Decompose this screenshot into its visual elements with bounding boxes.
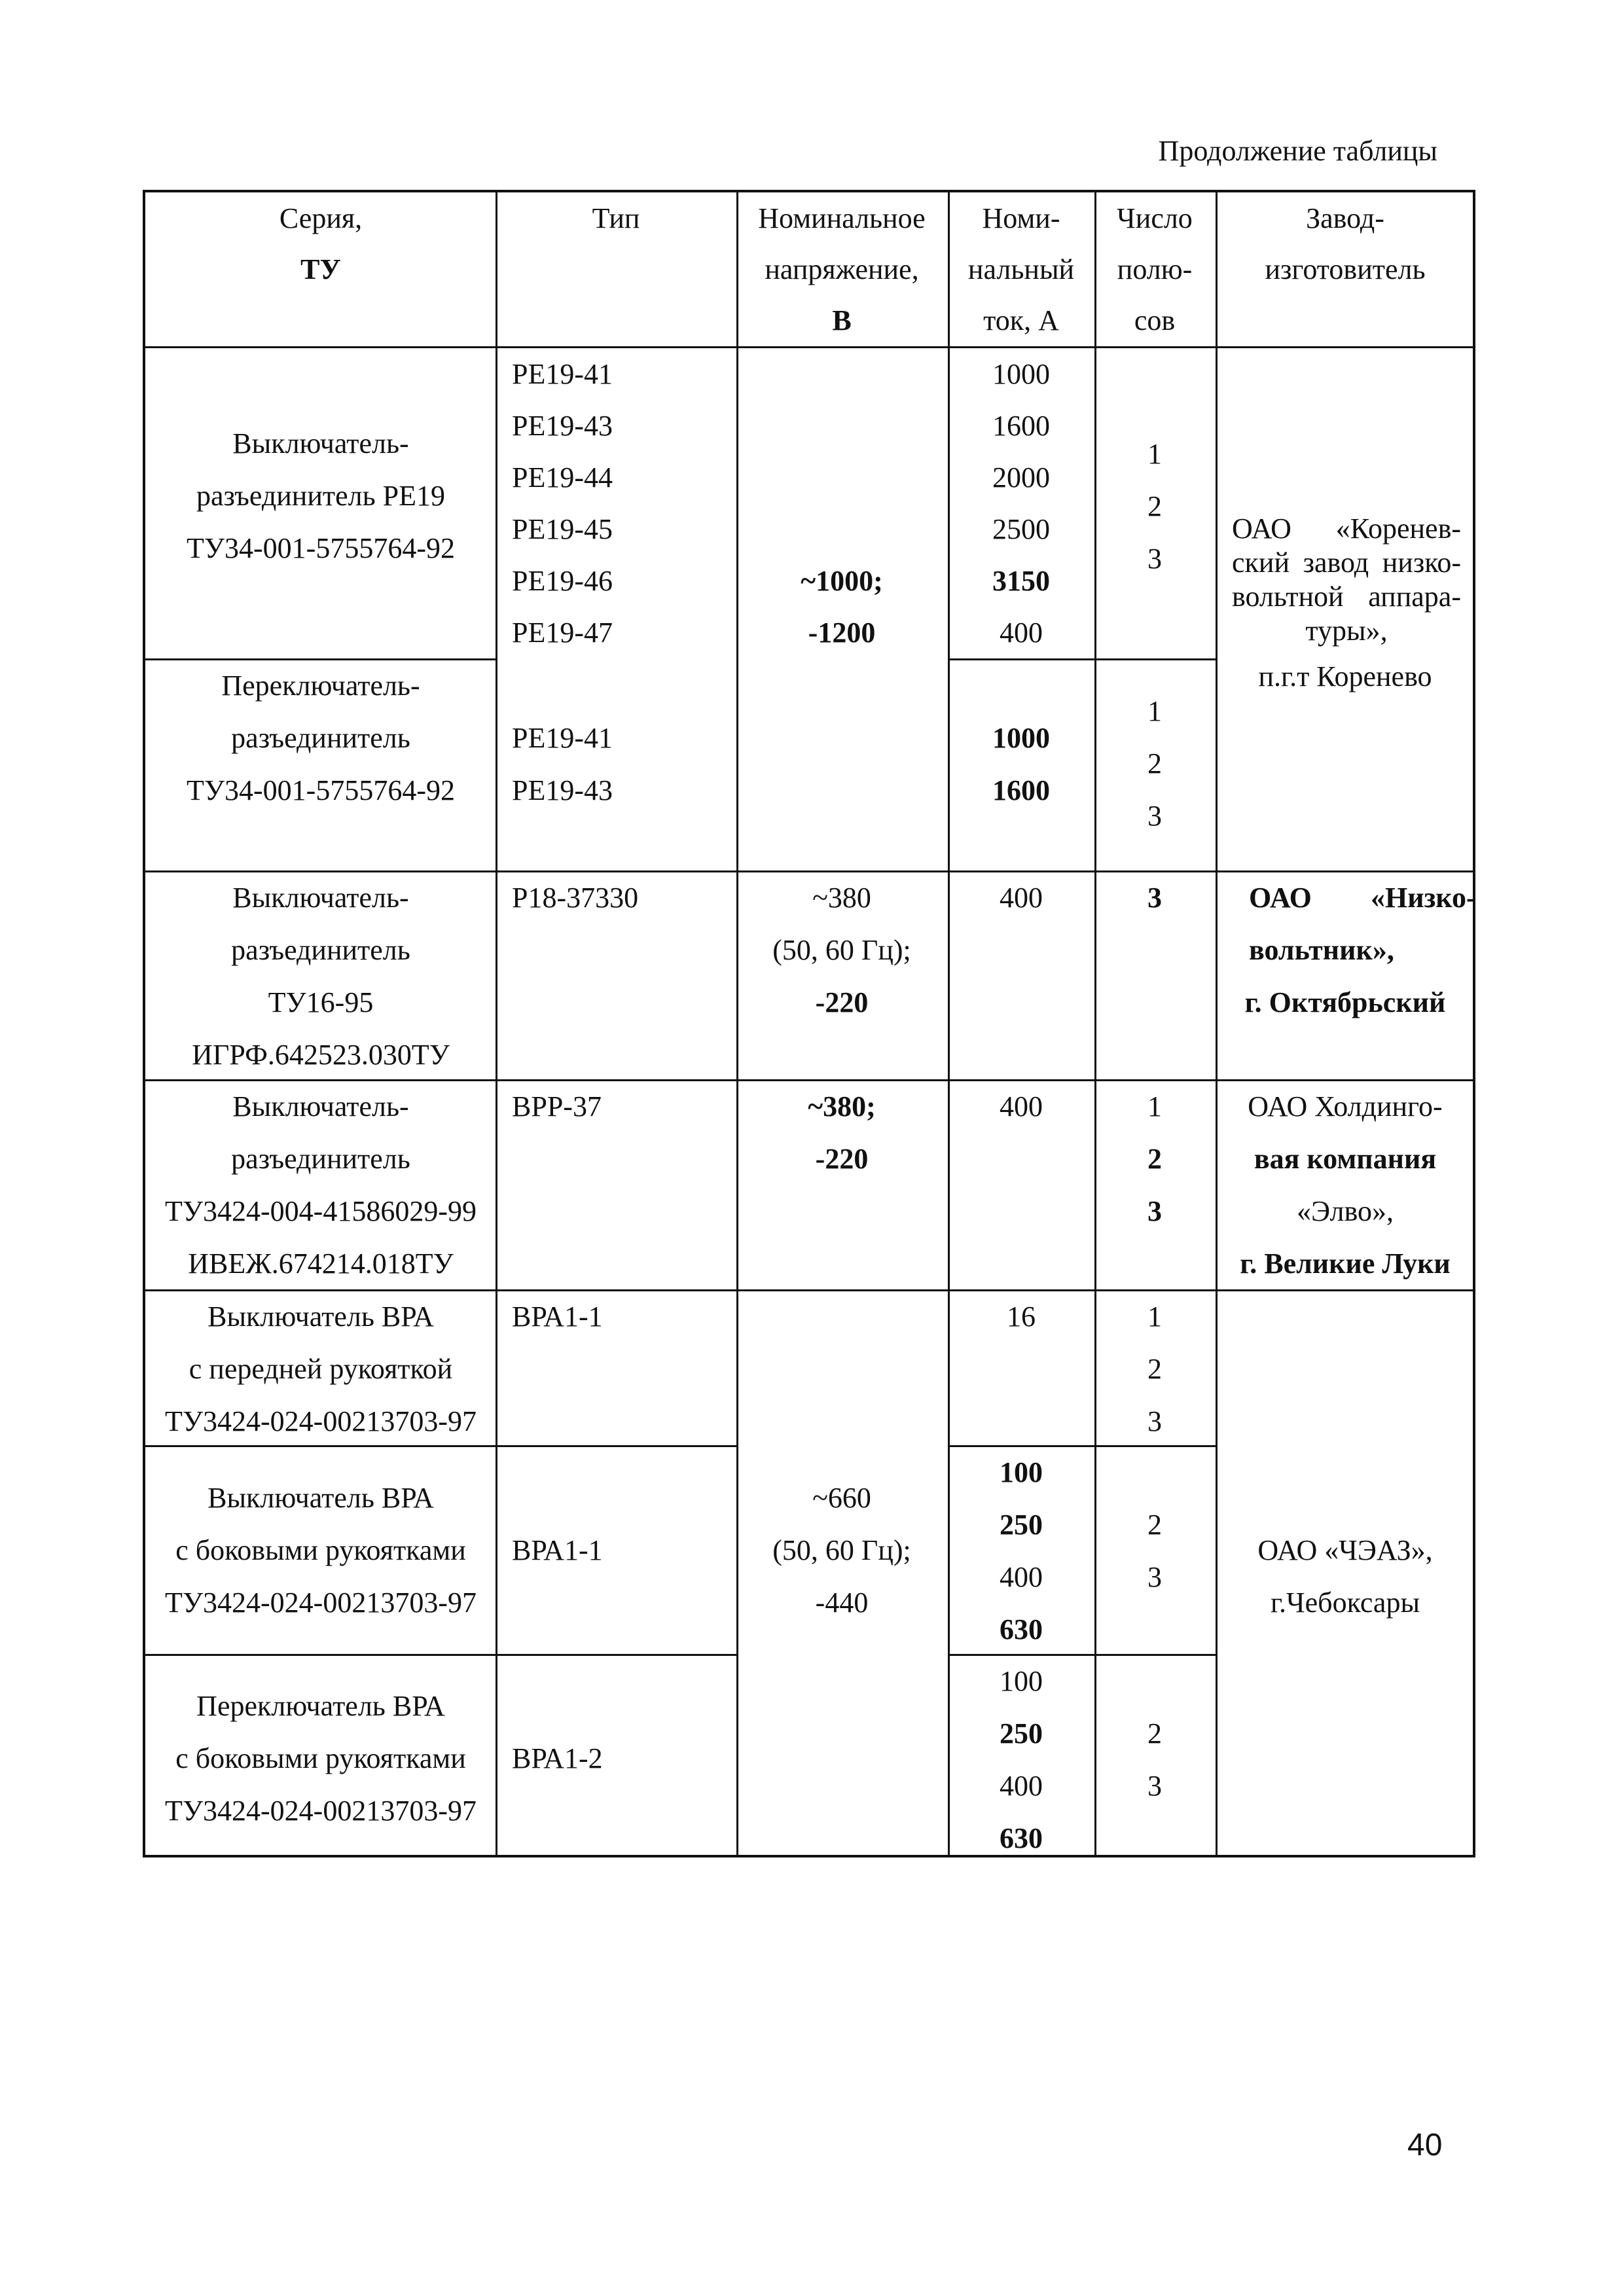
type-cell: РЕ19-41 (512, 358, 613, 390)
current-cell: 100 (1000, 1665, 1043, 1697)
header-text: Серия, (279, 202, 363, 234)
column-divider (736, 192, 738, 1855)
row-divider (145, 1654, 738, 1656)
voltage-cell: (50, 60 Гц); (772, 1534, 911, 1566)
header-text: напряжение, (765, 253, 919, 285)
poles-cell: 3 (1147, 882, 1162, 914)
type-cell: РЕ19-45 (512, 513, 613, 545)
header-text: сов (1134, 304, 1176, 336)
voltage-cell: -220 (815, 986, 869, 1018)
maker-text: ОАО «ЧЭАЗ», (1257, 1534, 1433, 1566)
row-divider (145, 346, 1473, 348)
type-cell: ВРА1-2 (512, 1742, 603, 1774)
current-cell: 1000 (992, 358, 1050, 390)
maker-text: ОАО Холдинго- (1248, 1090, 1443, 1122)
maker-text: г. Октябрьский (1244, 986, 1446, 1018)
current-cell: 2000 (992, 461, 1050, 493)
current-cell: 100 (1000, 1456, 1043, 1488)
current-cell: 630 (1000, 1613, 1043, 1645)
series-cell: ТУ3424-004-41586029-99 (165, 1195, 477, 1227)
maker-text: г. Великие Луки (1240, 1247, 1451, 1280)
switches-table (143, 190, 1475, 1857)
maker-text: «Низко- (1371, 882, 1476, 914)
row-divider (948, 1445, 1218, 1447)
series-cell: Выключатель ВРА (208, 1300, 434, 1333)
column-divider (948, 192, 950, 1855)
series-cell: Переключатель ВРА (196, 1690, 445, 1722)
type-cell: ВРА1-1 (512, 1534, 603, 1566)
maker-text: п.г.т Коренево (1258, 660, 1432, 692)
poles-cell: 2 (1147, 1509, 1162, 1541)
poles-cell: 2 (1147, 1353, 1162, 1385)
series-cell: с боковыми рукоятками (175, 1534, 466, 1566)
poles-cell: 2 (1147, 747, 1162, 780)
series-cell: ИГРФ.642523.030ТУ (192, 1039, 450, 1071)
maker-text: ОАО «Коренев-ский завод низко-вольтной аппара-туры», (1232, 512, 1461, 647)
current-cell: 250 (1000, 1717, 1043, 1749)
series-cell: разъединитель (231, 722, 410, 754)
row-divider (948, 1654, 1218, 1656)
voltage-cell: (50, 60 Гц); (772, 934, 911, 966)
current-cell: 400 (1000, 1090, 1043, 1122)
column-divider (496, 192, 497, 1855)
table-continuation-caption: Продолжение таблицы (1158, 135, 1437, 167)
poles-cell: 2 (1147, 1143, 1162, 1175)
current-cell: 400 (1000, 617, 1043, 649)
type-cell: ВРА1-1 (512, 1300, 603, 1333)
current-cell: 1600 (992, 774, 1050, 806)
header-text: ТУ (300, 253, 341, 285)
header-type: Тип (592, 202, 640, 234)
header-text: Завод- (1306, 202, 1384, 234)
poles-cell: 1 (1147, 1090, 1162, 1122)
poles-cell: 1 (1147, 438, 1162, 470)
series-cell: ТУ3424-024-00213703-97 (165, 1587, 477, 1619)
poles-cell: 3 (1147, 800, 1162, 832)
series-cell: ИВЕЖ.674214.018ТУ (188, 1247, 454, 1280)
voltage-cell: -1200 (808, 617, 876, 649)
column-divider (1094, 192, 1096, 1855)
voltage-cell: ~1000; (801, 565, 883, 597)
header-text: полю- (1117, 253, 1193, 285)
voltage-cell: -220 (815, 1143, 869, 1175)
series-cell: ТУ34-001-5755764-92 (187, 532, 455, 564)
series-cell: разъединитель (231, 1143, 410, 1175)
voltage-cell: ~660 (812, 1482, 871, 1514)
current-cell: 2500 (992, 513, 1050, 545)
maker-text: «Элво», (1297, 1195, 1394, 1227)
type-cell: РЕ19-46 (512, 565, 613, 597)
current-cell: 1000 (992, 722, 1050, 754)
poles-cell: 3 (1147, 1770, 1162, 1802)
type-cell: РЕ19-43 (512, 774, 613, 806)
current-cell: 3150 (992, 565, 1050, 597)
series-cell: Выключатель- (232, 427, 409, 459)
type-cell: РЕ19-41 (512, 722, 613, 754)
header-text: ток, А (983, 304, 1059, 336)
series-cell: Выключатель- (232, 882, 409, 914)
series-cell: ТУ34-001-5755764-92 (187, 774, 455, 806)
series-cell: с передней рукояткой (189, 1353, 453, 1385)
header-text: Номи- (982, 202, 1060, 234)
header-text: В (832, 304, 852, 336)
current-cell: 16 (1007, 1300, 1036, 1333)
current-cell: 250 (1000, 1509, 1043, 1541)
poles-cell: 3 (1147, 1195, 1162, 1227)
voltage-cell: ~380; (808, 1090, 876, 1122)
series-cell: с боковыми рукоятками (175, 1742, 466, 1774)
type-cell: Р18-37330 (512, 882, 639, 914)
type-cell: РЕ19-43 (512, 410, 613, 442)
column-divider (1216, 192, 1218, 1855)
type-cell: ВРР-37 (512, 1090, 602, 1122)
maker-text: г.Чебоксары (1270, 1587, 1420, 1619)
poles-cell: 2 (1147, 1717, 1162, 1749)
current-cell: 1600 (992, 410, 1050, 442)
series-cell: ТУ3424-024-00213703-97 (165, 1795, 477, 1827)
header-text: Номинальное (758, 202, 926, 234)
series-cell: Выключатель- (232, 1090, 409, 1122)
voltage-cell: -440 (815, 1587, 869, 1619)
voltage-cell: ~380 (812, 882, 871, 914)
maker-text: вольтник», (1249, 934, 1394, 966)
row-divider (948, 658, 1218, 660)
poles-cell: 3 (1147, 1405, 1162, 1437)
series-cell: ТУ3424-024-00213703-97 (165, 1405, 477, 1437)
poles-cell: 3 (1147, 543, 1162, 575)
maker-text: ОАО (1249, 882, 1312, 914)
poles-cell: 1 (1147, 1300, 1162, 1333)
series-cell: Переключатель- (221, 670, 420, 702)
current-cell: 400 (1000, 882, 1043, 914)
current-cell: 400 (1000, 1561, 1043, 1593)
current-cell: 400 (1000, 1770, 1043, 1802)
series-cell: Выключатель ВРА (208, 1482, 434, 1514)
header-text: нальный (967, 253, 1075, 285)
poles-cell: 1 (1147, 695, 1162, 727)
header-text: изготовитель (1265, 253, 1426, 285)
type-cell: РЕ19-47 (512, 617, 613, 649)
series-cell: разъединитель (231, 934, 410, 966)
series-cell: ТУ16-95 (268, 986, 374, 1018)
header-text: Число (1117, 202, 1193, 234)
maker-text: вая компания (1254, 1143, 1437, 1175)
current-cell: 630 (1000, 1822, 1043, 1854)
page-number: 40 (1407, 2128, 1443, 2162)
type-cell: РЕ19-44 (512, 461, 613, 493)
poles-cell: 3 (1147, 1561, 1162, 1593)
poles-cell: 2 (1147, 490, 1162, 522)
series-cell: разъединитель РЕ19 (196, 480, 446, 512)
